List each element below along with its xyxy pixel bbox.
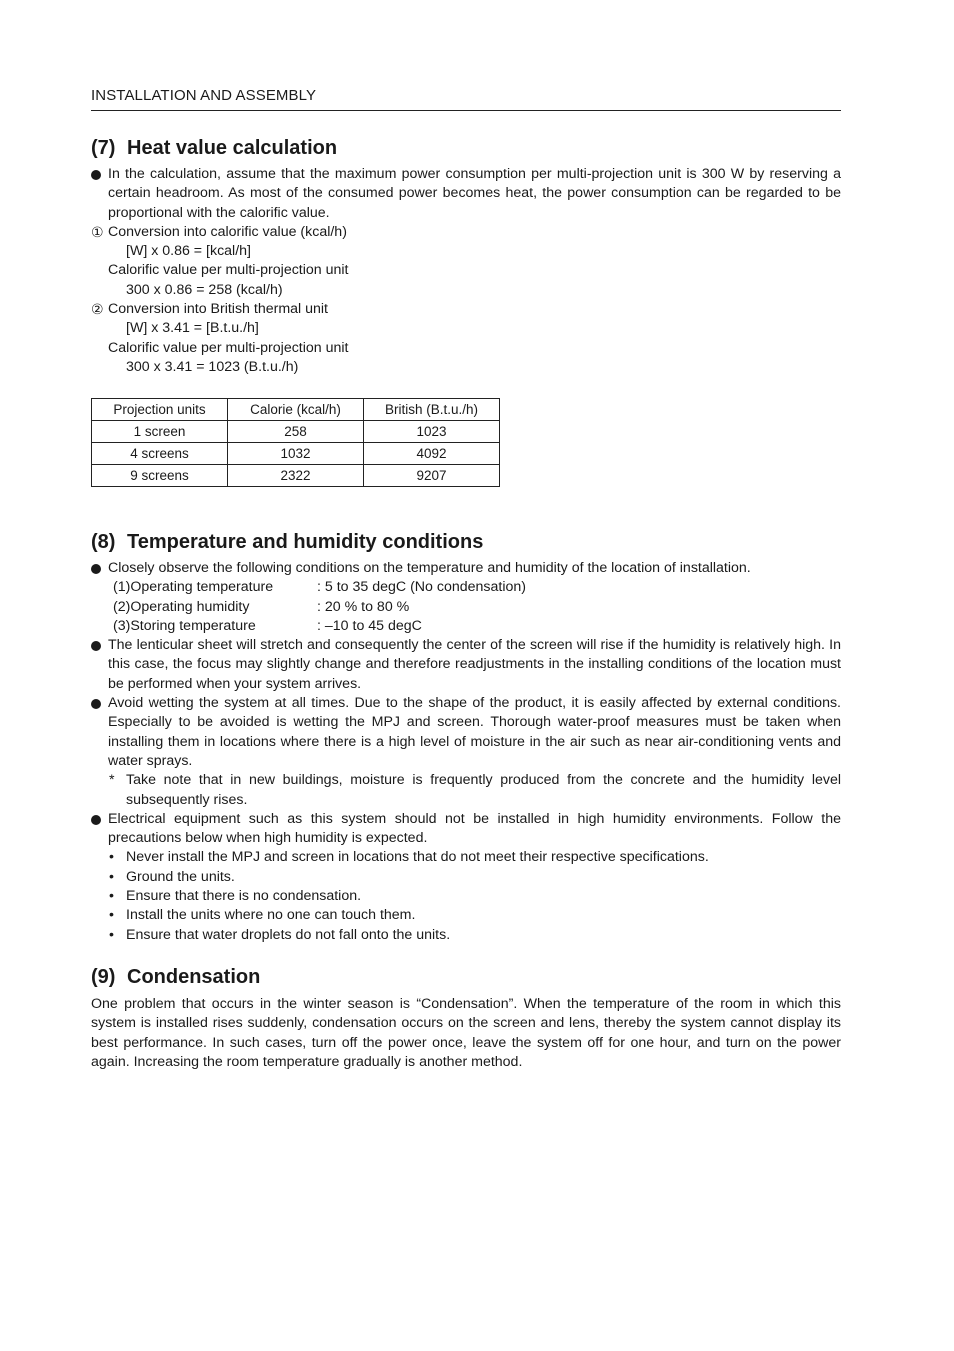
circled-two-icon: ② [91,301,104,318]
table-header-cell: Calorie (kcal/h) [228,399,364,421]
bullet-text: In the calculation, assume that the maximum power consumption per multi-projection unit is 300 W by reserving a certain headroom. As most of the consumed power becomes heat, the power consumption can be regarded to be proportional with the calorific value. [108,166,841,221]
condition-label: (2)Operating humidity [113,598,250,615]
condition-row [113,617,841,636]
condition-value: : 20 % to 80 % [317,598,410,615]
list-item-text: Ground the units. [126,868,235,885]
asterisk-icon: * [109,772,115,789]
section-8-number: (8) [91,531,116,553]
bullet-dot-icon [91,810,108,831]
note-item [91,771,841,810]
step-1-label: Calorific value per multi-projection unit [108,262,349,279]
table-cell: 9 screens [92,465,228,487]
step-2-text: Conversion into British thermal unit [108,301,329,318]
table-cell: 2322 [228,465,364,487]
step-2-label: Calorific value per multi-projection unit [108,339,349,356]
list-item [91,906,841,925]
section-8-body [91,559,841,945]
section-9-title [91,966,260,989]
bullet-text: Avoid wetting the system at all times. Due to the shape of the product, it is easily affected by external conditions. Especially to be avoided is wetting the MPJ and screen. Thorough water-proof measures must be taken when installing them in locations where there is a high level of moisture in the air such as near air-conditioning vents and water sprays. [108,695,841,769]
step-1 [91,223,841,242]
section-7-heading: Heat value calculation [127,137,338,159]
bullet-text: The lenticular sheet will stretch and consequently the center of the screen will rise if the humidity is relatively high. In this case, the focus may slightly change and therefore readjustments in the installing conditions of the location must be performed when your system arrives. [108,637,841,692]
small-bullet-icon: • [109,888,114,905]
bullet-item [91,810,841,849]
table-cell: 4 screens [92,443,228,465]
table-cell: 4092 [364,443,500,465]
bullet-dot-icon [91,636,108,657]
condition-value: : 5 to 35 degC (No condensation) [317,579,527,596]
table-cell: 1032 [228,443,364,465]
list-item [91,868,841,887]
condition-label: (3)Storing temperature [113,617,256,634]
table-row [92,465,500,487]
bullet-text: Closely observe the following conditions on the temperature and humidity of the location of installation. [108,560,751,576]
list-item [91,887,841,906]
bullet-dot-icon [91,165,108,186]
list-item [91,848,841,867]
bullet-dot-icon [91,559,108,580]
step-2-formula: [W] x 3.41 = [B.t.u./h] [126,320,259,337]
table-header-cell: British (B.t.u./h) [364,399,500,421]
section-7-body [91,165,841,377]
small-bullet-icon: • [109,907,114,924]
small-bullet-icon: • [109,868,114,885]
bullet-dot-icon [91,694,108,715]
bullet-item [91,694,841,771]
table-cell: 1023 [364,421,500,443]
table-row [92,443,500,465]
step-2 [91,300,841,319]
step-1-formula: [W] x 0.86 = [kcal/h] [126,243,251,260]
step-2-result: 300 x 3.41 = 1023 (B.t.u./h) [126,358,299,375]
bullet-item [91,165,841,223]
step-1-text: Conversion into calorific value (kcal/h) [108,223,347,240]
note-text: Take note that in new buildings, moisture is frequently produced from the concrete and the humidity level subsequently rises. [126,772,841,808]
table-header-cell: Projection units [92,399,228,421]
table-cell: 258 [228,421,364,443]
section-9-heading: Condensation [127,966,261,988]
list-item [91,926,841,945]
section-9-number: (9) [91,966,116,988]
small-bullet-icon: • [109,926,114,943]
bullet-item [91,636,841,694]
list-item-text: Ensure that water droplets do not fall onto the units. [126,926,451,943]
step-1-result: 300 x 0.86 = 258 (kcal/h) [126,281,283,298]
small-bullet-icon: • [109,849,114,866]
table-header-row [92,399,500,421]
table-row [92,421,500,443]
running-header: INSTALLATION AND ASSEMBLY [91,87,841,111]
table-cell: 9207 [364,465,500,487]
section-7-title [91,137,337,160]
section-8-title [91,531,483,554]
condition-row [113,578,841,597]
condition-value: : –10 to 45 degC [317,617,422,634]
condensation-paragraph: One problem that occurs in the winter season is “Condensation”. When the temperature of the room in which this system is installed rises suddenly, condensation occurs on the screen and lens, thereby the system cannot display its best performance. In such cases, turn off the power once, leave the system off for one hour, and turn on the power again. Increasing the room temperature gradually is another method. [91,996,841,1070]
list-item-text: Install the units where no one can touch them. [126,907,416,924]
bullet-text: Electrical equipment such as this system should not be installed in high humidity environments. Follow the precautions below when high humidity is expected. [108,810,841,847]
heat-value-table [91,398,500,487]
table-cell: 1 screen [92,421,228,443]
section-7-number: (7) [91,137,116,159]
bullet-item [91,559,841,578]
list-item-text: Ensure that there is no condensation. [126,888,362,905]
condition-row [113,598,841,617]
condition-label: (1)Operating temperature [113,579,274,596]
list-item-text: Never install the MPJ and screen in locations that do not meet their respective specifications. [126,849,709,866]
section-8-heading: Temperature and humidity conditions [127,531,484,553]
circled-one-icon: ① [91,223,104,240]
